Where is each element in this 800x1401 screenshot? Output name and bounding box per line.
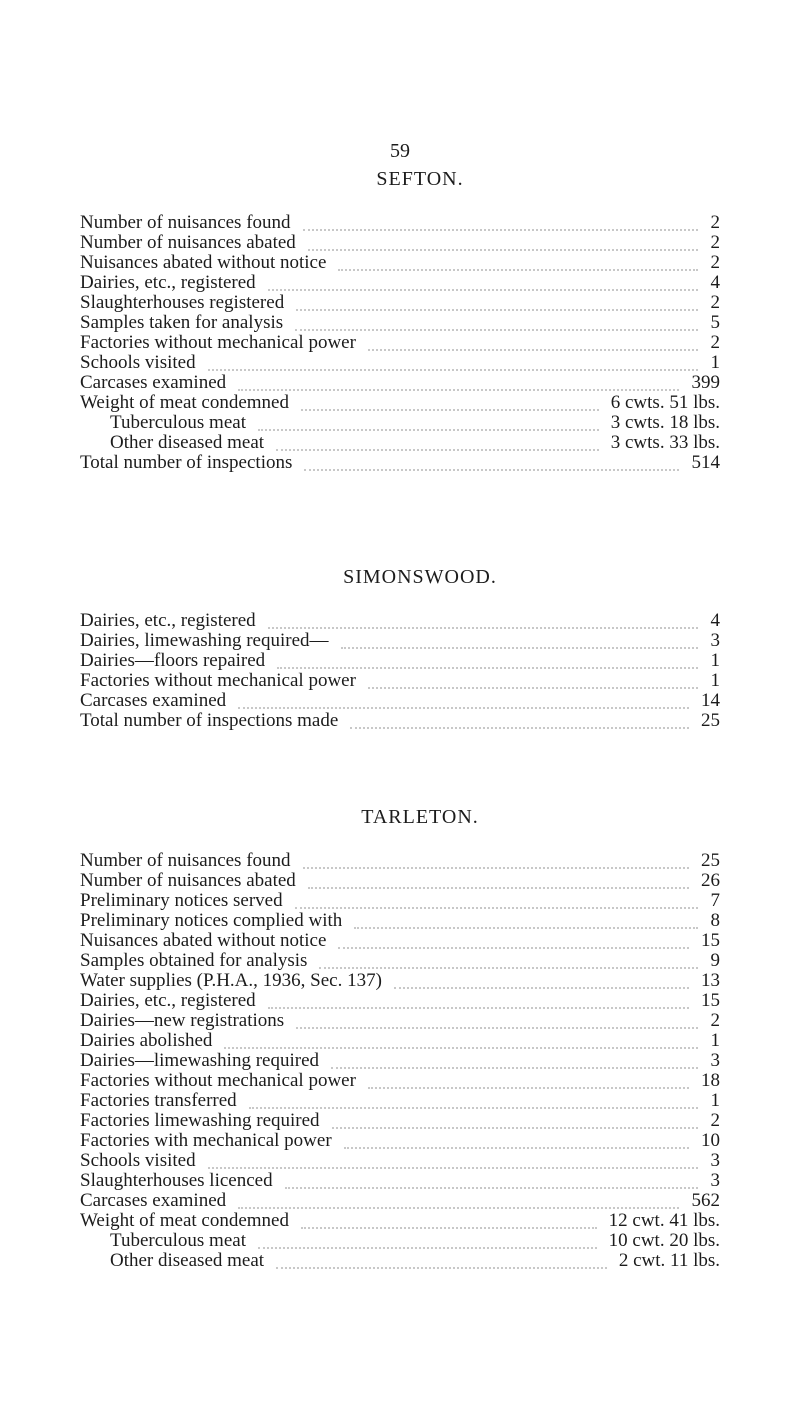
row-value: 2 (710, 252, 720, 273)
table-row (80, 233, 720, 253)
table-row (80, 651, 720, 671)
row-value: 18 (701, 1070, 720, 1091)
section-title-tarleton: TARLETON. (361, 806, 479, 828)
leader-dots (258, 1245, 597, 1249)
row-label: Factories without mechanical power (80, 1070, 356, 1091)
leader-dots (301, 407, 599, 411)
leader-dots (344, 1145, 689, 1149)
leader-dots (303, 227, 698, 231)
table-row (80, 1131, 720, 1151)
leader-dots (331, 1065, 698, 1069)
row-value: 399 (691, 372, 720, 393)
table-row (80, 891, 720, 911)
row-label: Weight of meat condemned (80, 1210, 289, 1231)
table-row (80, 1151, 720, 1171)
table-row (80, 931, 720, 951)
row-label: Slaughterhouses registered (80, 292, 285, 313)
row-value: 25 (701, 710, 720, 731)
row-label: Dairies, etc., registered (80, 610, 256, 631)
row-value: 1 (710, 352, 720, 373)
row-value: 10 cwt. 20 lbs. (608, 1230, 720, 1251)
row-label: Number of nuisances found (80, 850, 291, 871)
rows-simonswood (80, 611, 720, 731)
row-value: 5 (710, 312, 720, 333)
table-row (80, 453, 720, 473)
row-label: Dairies abolished (80, 1030, 213, 1051)
leader-dots (301, 1225, 597, 1229)
table-row (80, 711, 720, 731)
row-label: Samples taken for analysis (80, 312, 284, 333)
leader-dots (368, 347, 698, 351)
rows-tarleton (80, 851, 720, 1271)
leader-dots (368, 1085, 689, 1089)
leader-dots (304, 467, 679, 471)
table-row (80, 253, 720, 273)
row-label: Dairies—floors repaired (80, 650, 266, 671)
row-value: 2 cwt. 11 lbs. (618, 1250, 720, 1271)
table-row (80, 1031, 720, 1051)
table-row (80, 851, 720, 871)
table-row (80, 1171, 720, 1191)
table-row (80, 293, 720, 313)
table-row (80, 213, 720, 233)
leader-dots (308, 247, 698, 251)
section-title-sefton: SEFTON. (376, 168, 464, 190)
leader-dots (308, 885, 689, 889)
row-label: Number of nuisances abated (80, 870, 296, 891)
page-number: 59 (390, 140, 410, 162)
table-row (80, 671, 720, 691)
row-value: 3 (710, 1050, 720, 1071)
leader-dots (319, 965, 698, 969)
table-row (80, 1111, 720, 1131)
leader-dots (332, 1125, 698, 1129)
row-label: Preliminary notices served (80, 890, 283, 911)
table-row (80, 1051, 720, 1071)
leader-dots (276, 447, 599, 451)
row-value: 514 (691, 452, 720, 473)
row-value: 7 (710, 890, 720, 911)
section-tarleton (80, 806, 720, 1271)
row-label: Schools visited (80, 352, 196, 373)
row-label: Samples obtained for analysis (80, 950, 308, 971)
leader-dots (296, 1025, 698, 1029)
section-sefton (80, 168, 720, 473)
row-value: 9 (710, 950, 720, 971)
row-label: Tuberculous meat (110, 412, 246, 433)
table-row (80, 691, 720, 711)
table-row (80, 313, 720, 333)
table-row (80, 911, 720, 931)
table-row (80, 1231, 720, 1251)
leader-dots (295, 327, 698, 331)
row-label: Schools visited (80, 1150, 196, 1171)
section-title-simonswood: SIMONSWOOD. (343, 566, 497, 588)
leader-dots (368, 685, 698, 689)
leader-dots (303, 865, 689, 869)
row-value: 562 (691, 1190, 720, 1211)
row-value: 3 cwts. 33 lbs. (610, 432, 720, 453)
row-label: Slaughterhouses licenced (80, 1170, 273, 1191)
leader-dots (208, 367, 698, 371)
row-value: 2 (710, 332, 720, 353)
row-value: 3 (710, 1150, 720, 1171)
leader-dots (208, 1165, 698, 1169)
leader-dots (285, 1185, 698, 1189)
table-row (80, 631, 720, 651)
leader-dots (238, 387, 679, 391)
table-row (80, 1191, 720, 1211)
row-value: 2 (710, 1110, 720, 1131)
row-value: 2 (710, 1010, 720, 1031)
row-label: Factories without mechanical power (80, 670, 356, 691)
row-value: 1 (710, 1090, 720, 1111)
row-label: Other diseased meat (110, 432, 265, 453)
row-label: Preliminary notices complied with (80, 910, 343, 931)
row-label: Dairies, limewashing required— (80, 630, 329, 651)
row-label: Number of nuisances abated (80, 232, 296, 253)
table-row (80, 1251, 720, 1271)
row-value: 1 (710, 650, 720, 671)
table-row (80, 433, 720, 453)
row-value: 1 (710, 1030, 720, 1051)
row-label: Nuisances abated without notice (80, 252, 327, 273)
leader-dots (354, 925, 698, 929)
table-row (80, 1011, 720, 1031)
table-row (80, 611, 720, 631)
table-row (80, 971, 720, 991)
table-row (80, 951, 720, 971)
leader-dots (268, 625, 698, 629)
table-row (80, 393, 720, 413)
row-value: 3 (710, 1170, 720, 1191)
row-value: 3 (710, 630, 720, 651)
row-label: Factories without mechanical power (80, 332, 356, 353)
row-value: 2 (710, 292, 720, 313)
row-value: 4 (710, 272, 720, 293)
leader-dots (350, 725, 689, 729)
row-label: Factories transferred (80, 1090, 237, 1111)
table-row (80, 871, 720, 891)
row-value: 12 cwt. 41 lbs. (608, 1210, 720, 1231)
leader-dots (268, 287, 698, 291)
row-label: Total number of inspections made (80, 710, 339, 731)
leader-dots (276, 1265, 607, 1269)
leader-dots (258, 427, 599, 431)
row-label: Water supplies (P.H.A., 1936, Sec. 137) (80, 970, 382, 991)
row-label: Factories limewashing required (80, 1110, 320, 1131)
table-row (80, 1071, 720, 1091)
row-value: 3 cwts. 18 lbs. (610, 412, 720, 433)
leader-dots (338, 267, 698, 271)
table-row (80, 333, 720, 353)
leader-dots (238, 705, 689, 709)
row-label: Factories with mechanical power (80, 1130, 332, 1151)
row-label: Other diseased meat (110, 1250, 265, 1271)
row-label: Carcases examined (80, 1190, 227, 1211)
row-label: Weight of meat condemned (80, 392, 289, 413)
section-simonswood (80, 566, 720, 731)
leader-dots (295, 905, 698, 909)
row-value: 2 (710, 212, 720, 233)
table-row (80, 353, 720, 373)
row-label: Dairies—limewashing required (80, 1050, 320, 1071)
table-row (80, 1091, 720, 1111)
row-value: 8 (710, 910, 720, 931)
leader-dots (238, 1205, 679, 1209)
leader-dots (341, 645, 698, 649)
leader-dots (296, 307, 698, 311)
row-value: 2 (710, 232, 720, 253)
row-label: Tuberculous meat (110, 1230, 246, 1251)
table-row (80, 991, 720, 1011)
row-value: 25 (701, 850, 720, 871)
rows-sefton (80, 213, 720, 473)
row-label: Dairies—new registrations (80, 1010, 285, 1031)
row-value: 1 (710, 670, 720, 691)
table-row (80, 373, 720, 393)
leader-dots (394, 985, 689, 989)
row-value: 13 (701, 970, 720, 991)
leader-dots (338, 945, 689, 949)
row-label: Carcases examined (80, 690, 227, 711)
row-label: Dairies, etc., registered (80, 990, 256, 1011)
row-value: 4 (710, 610, 720, 631)
row-value: 26 (701, 870, 720, 891)
row-value: 15 (701, 990, 720, 1011)
row-label: Dairies, etc., registered (80, 272, 256, 293)
table-row (80, 273, 720, 293)
row-value: 10 (701, 1130, 720, 1151)
leader-dots (249, 1105, 698, 1109)
row-value: 15 (701, 930, 720, 951)
table-row (80, 413, 720, 433)
table-row (80, 1211, 720, 1231)
leader-dots (277, 665, 698, 669)
leader-dots (268, 1005, 689, 1009)
row-label: Number of nuisances found (80, 212, 291, 233)
row-label: Nuisances abated without notice (80, 930, 327, 951)
row-label: Total number of inspections (80, 452, 293, 473)
row-label: Carcases examined (80, 372, 227, 393)
row-value: 6 cwts. 51 lbs. (610, 392, 720, 413)
leader-dots (224, 1045, 698, 1049)
row-value: 14 (701, 690, 720, 711)
